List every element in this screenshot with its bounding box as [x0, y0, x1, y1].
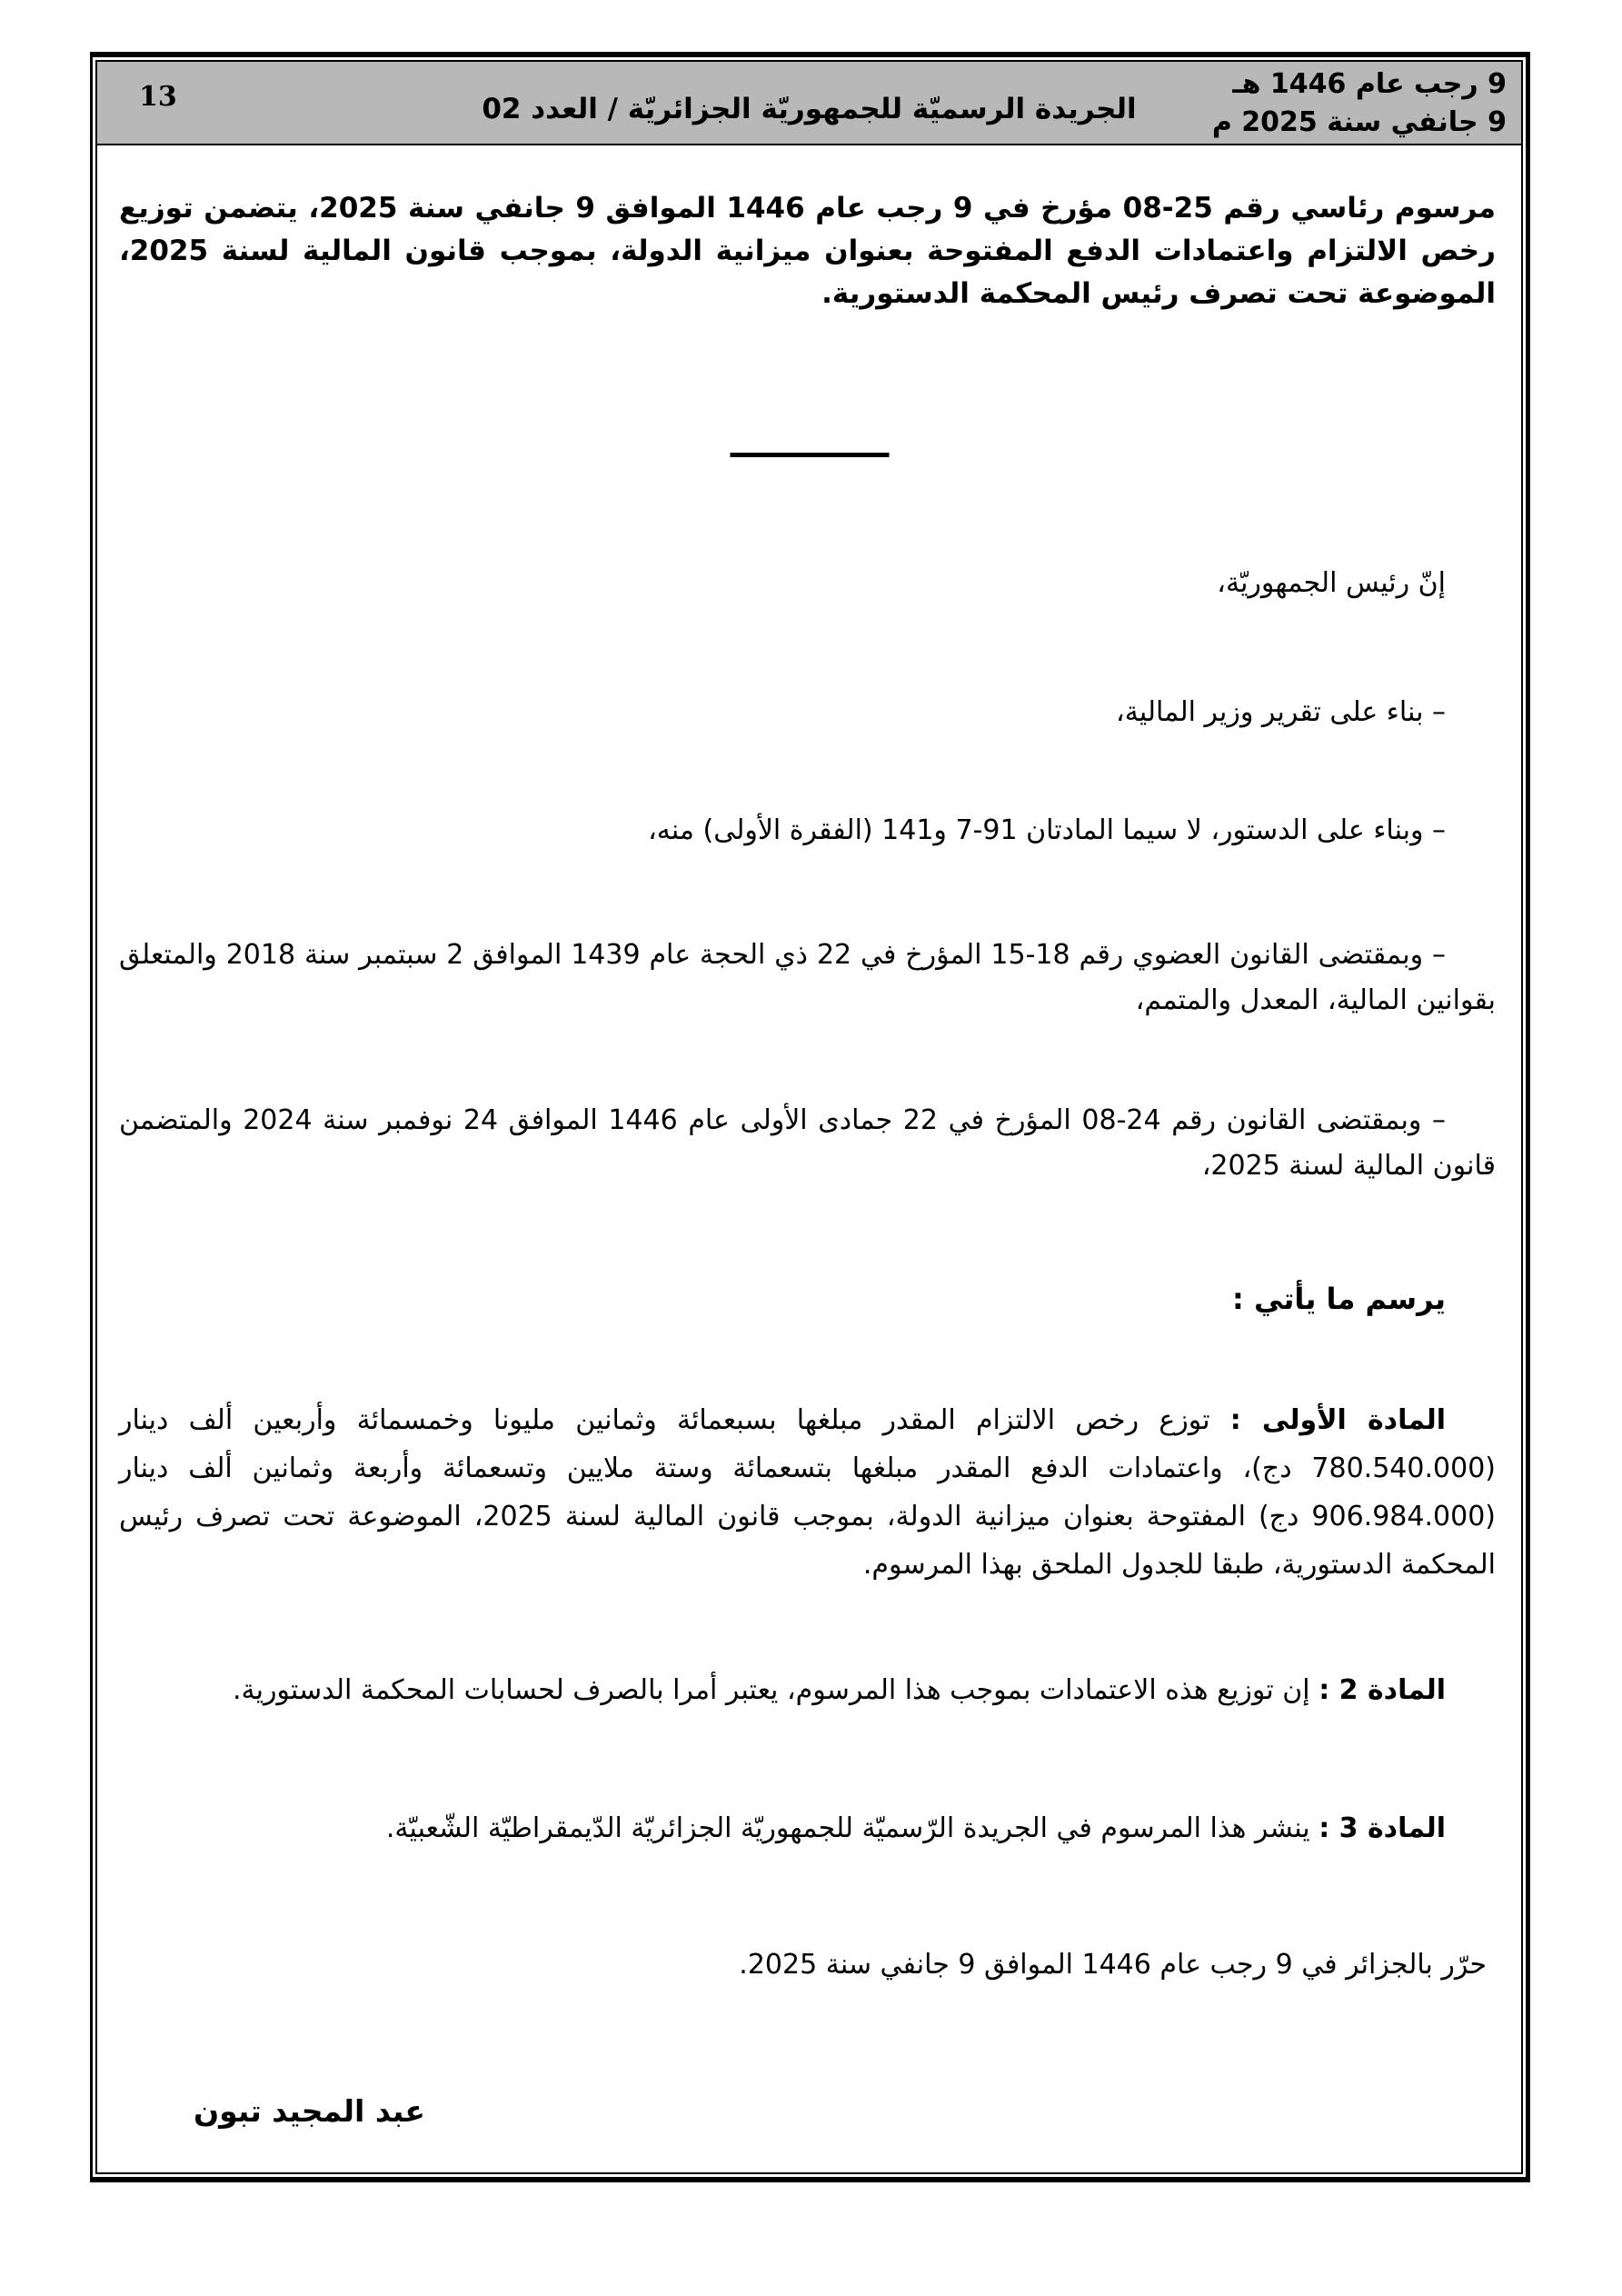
separator-rule — [730, 453, 889, 457]
page-frame-inner — [95, 60, 1523, 2174]
article-3-label: المادة 3 : — [1318, 1812, 1446, 1844]
visa-law-24-08: – وبمقتضى القانون رقم 24-08 المؤرخ في 22 جمادى الأولى عام 1446 الموافق 24 نوفمبر سنة 2024 والمتضمن قانون المالية لسنة 2025، — [119, 1104, 1496, 1182]
page-number: 13 — [139, 81, 177, 113]
visa-report-finance-minister: – بناء على تقرير وزير المالية، — [1116, 696, 1446, 728]
article-2-label: المادة 2 : — [1318, 1674, 1446, 1706]
journal-title: الجريدة الرسميّة للجمهوريّة الجزائريّة / العدد 02 — [482, 93, 1137, 125]
article-1 — [119, 1396, 1496, 1589]
article-2-text: إن توزيع هذه الاعتمادات بموجب هذا المرسوم، يعتبر أمرا بالصرف لحسابات المحكمة الدستورية. — [232, 1674, 1319, 1706]
enacting-formula: يرسم ما يأتي : — [1232, 1282, 1446, 1316]
article-3 — [119, 1809, 1496, 1848]
header-dates — [1212, 65, 1507, 142]
place-and-date-line: حرّر بالجزائر في 9 رجب عام 1446 الموافق 9 جانفي سنة 2025. — [739, 1949, 1487, 1981]
page-frame — [90, 52, 1530, 2182]
page-header-band — [97, 62, 1521, 145]
decree-title: مرسوم رئاسي رقم 25-08 مؤرخ في 9 رجب عام 1446 الموافق 9 جانفي سنة 2025، يتضمن توزيع رخص الالتزام واعتمادات الدفع المفتوحة بعنوان ميزانية الدولة، بموجب قانون المالية لسنة 2025، الموضوعة تحت تصرف رئيس المحكمة الدستورية. — [119, 192, 1496, 310]
article-3-text: ينشر هذا المرسوم في الجريدة الرّسميّة للجمهوريّة الجزائريّة الدّيمقراطيّة الشّعبيّة. — [385, 1812, 1319, 1844]
article-1-label: المادة الأولى : — [1229, 1404, 1446, 1436]
article-1-text: توزع رخص الالتزام المقدر مبلغها بسبعمائة وثمانين مليونا وخمسمائة وأربعين ألف دينار (780.540.000 دج)، واعتمادات الدفع المقدر مبلغها بتسعمائة وستة ملايين وتسعمائة وأربعة وثمانين ألف دينار (906.984.000 دج) المفتوحة بعنوان ميزانية الدولة، بموجب قانون المالية لسنة 2025، الموضوعة تحت تصرف رئيس المحكمة الدستورية، طبقا للجدول الملحق بهذا المرسوم. — [119, 1404, 1496, 1581]
article-2 — [119, 1671, 1496, 1710]
date-gregorian: 9 جانفي سنة 2025 م — [1211, 106, 1507, 138]
signature-president: عبد المجيد تبون — [194, 2093, 425, 2129]
date-hijri: 9 رجب عام 1446 هـ — [1232, 68, 1507, 100]
preamble-intro: إنّ رئيس الجمهوريّة، — [1217, 567, 1446, 599]
visa-organic-law-18-15: – وبمقتضى القانون العضوي رقم 18-15 المؤرخ في 22 ذي الحجة عام 1439 الموافق 2 سبتمبر سنة 2018 والمتعلق بقوانين المالية، المعدل والمتمم، — [119, 939, 1496, 1016]
visa-constitution: – وبناء على الدستور، لا سيما المادتان 91-7 و141 (الفقرة الأولى) منه، — [648, 814, 1446, 846]
